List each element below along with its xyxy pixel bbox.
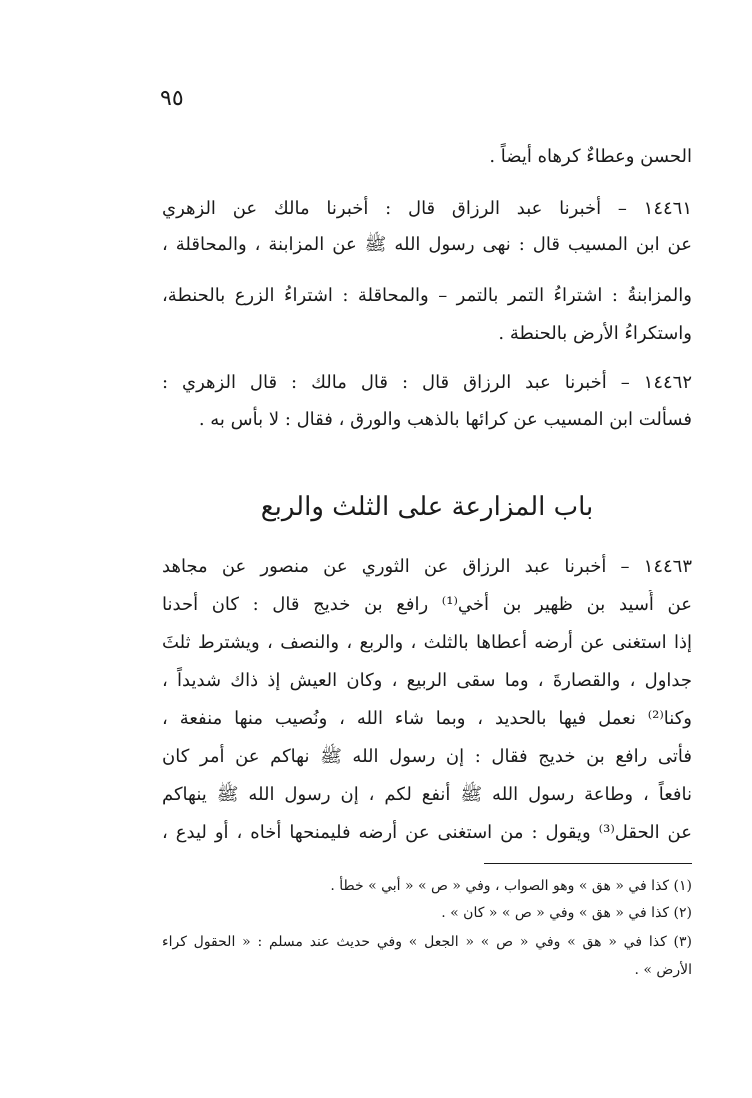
footnote-3-continued: الأرض » . <box>634 962 692 978</box>
footnote-divider <box>484 863 692 864</box>
section-line: جداول ، والقصارةَ ، وما سقى الربيع ، وكان العيش إذ ذاك شديداً ، <box>162 670 692 691</box>
section-line: وكنا⁽²⁾ نعمل فيها بالحديد ، وبما شاء الله ، ونُصيب منها منفعة ، <box>162 708 692 729</box>
body-line: الحسن وعطاءٌ كرهاه أيضاً . <box>489 146 692 167</box>
section-line: عن الحقل⁽³⁾ ويقول : من استغنى عن أرضه فليمنحها أخاه ، أو ليدع ، <box>162 822 692 843</box>
section-line: ١٤٤٦٣ – أخبرنا عبد الرزاق عن الثوري عن منصور عن مجاهد <box>162 556 692 577</box>
body-line: والمزابنةُ : اشتراءُ التمر بالتمر – والمحاقلة : اشتراءُ الزرع بالحنطة، <box>162 285 692 306</box>
section-line: نافعاً ، وطاعة رسول الله ﷺ أنفع لكم ، إن رسول الله ﷺ ينهاكم <box>162 784 692 805</box>
page-number: ٩٥ <box>160 86 184 111</box>
body-line: فسألت ابن المسيب عن كرائها بالذهب والورق ، فقال : لا بأس به . <box>198 409 692 430</box>
footnote-3: (٣) كذا في « هق » وفي « ص » « الجعل » وفي حديث عند مسلم : « الحقول كراء <box>162 934 692 950</box>
section-line: فأتى رافع بن خديج فقال : إن رسول الله ﷺ نهاكم عن أمر كان <box>162 746 692 767</box>
body-line: ١٤٤٦١ – أخبرنا عبد الرزاق قال : أخبرنا مالك عن الزهري <box>162 198 692 219</box>
body-line: واستكراءُ الأرض بالحنطة . <box>498 323 692 344</box>
section-line: عن أُسيد بن ظهير بن أخي⁽¹⁾ رافع بن خديج قال : كان أحدنا <box>162 594 692 615</box>
body-line: عن ابن المسيب قال : نهى رسول الله ﷺ عن المزابنة ، والمحاقلة ، <box>162 234 692 255</box>
section-line: إذا استغنى عن أرضه أعطاها بالثلث ، والربع ، والنصف ، ويشترط ثلثَ <box>162 632 692 653</box>
body-line: ١٤٤٦٢ – أخبرنا عبد الرزاق قال : قال مالك : قال الزهري : <box>162 372 692 393</box>
footnote-1: (١) كذا في « هق » وهو الصواب ، وفي « ص » « أبي » خطأ . <box>330 878 692 894</box>
chapter-heading: باب المزارعة على الثلث والربع <box>260 492 594 522</box>
footnote-2: (٢) كذا في « هق » وفي « ص » « كان » . <box>441 905 692 921</box>
